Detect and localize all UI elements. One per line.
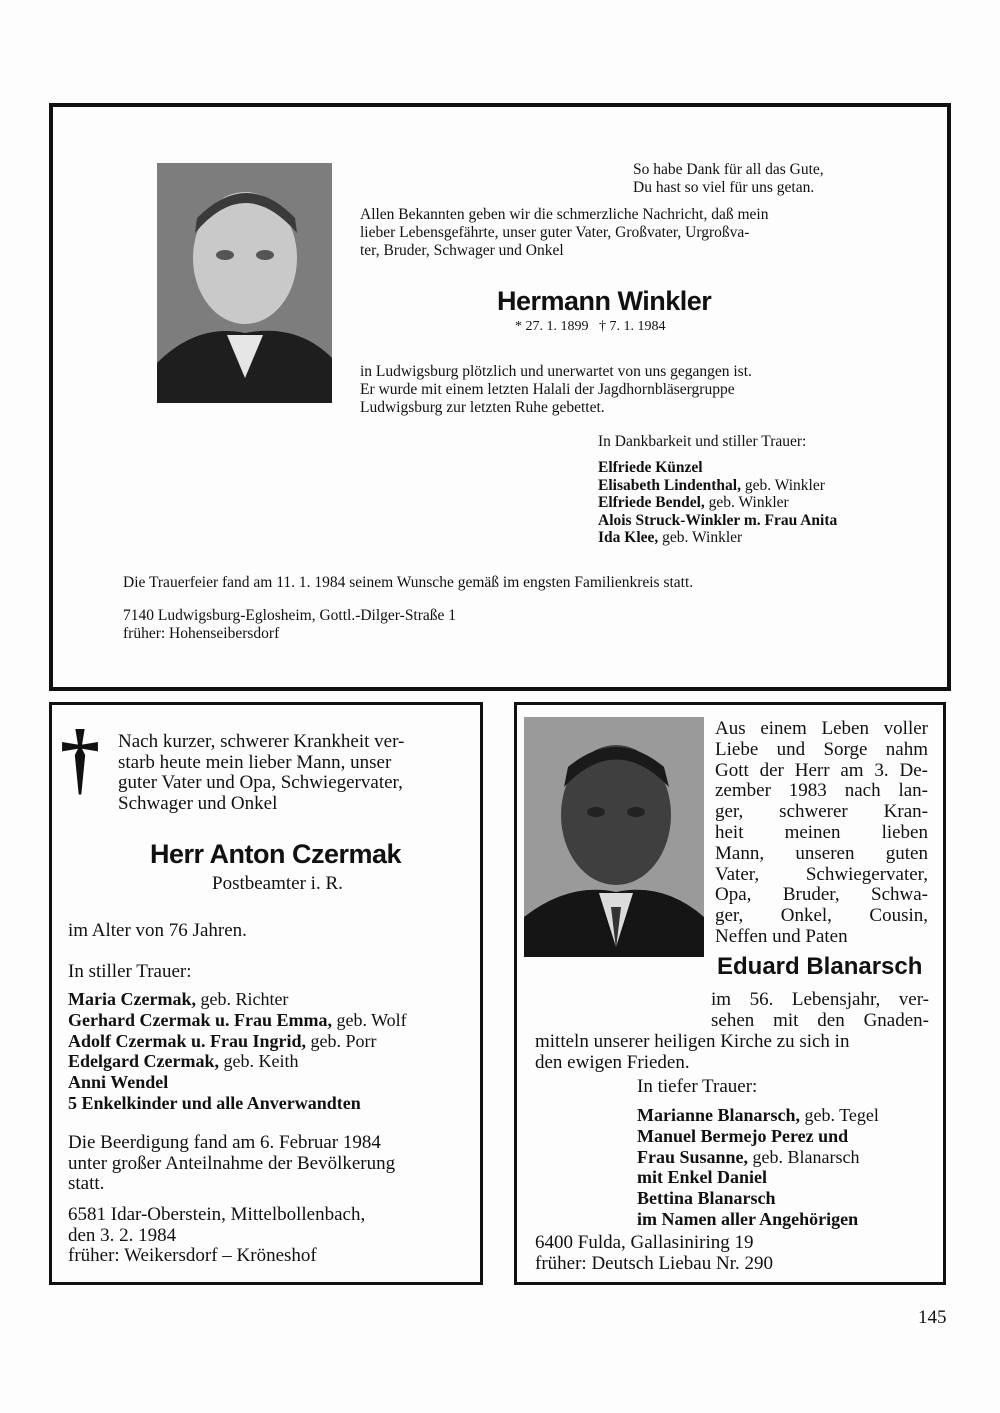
mourner-entry: Manuel Bermejo Perez und [637,1125,849,1146]
life-dates: * 27. 1. 1899 † 7. 1. 1984 [515,319,666,334]
mourning-intro: In tiefer Trauer: [637,1076,758,1097]
mourning-intro: In stiller Trauer: [68,961,192,982]
mourner-entry: 5 Enkelkinder und alle Anverwandten [68,1092,361,1113]
intro-line: ger, Onkel, Cousin, [715,905,928,927]
address-line: früher: Weikersdorf – Kröneshof [68,1245,317,1266]
mourner-entry: Adolf Czermak u. Frau Ingrid, geb. Porr [68,1030,377,1051]
mourner-entry: mit Enkel Daniel [637,1167,768,1188]
obituary-blanarsch [514,702,946,1285]
text-line: den ewigen Frieden. [535,1051,690,1073]
address-line: früher: Hohenseibersdorf [123,625,280,642]
text-line: im 56. Lebensjahr, ver- [711,989,929,1010]
funeral-line: Die Beerdigung fand am 6. Februar 1984 [68,1132,381,1153]
mourner-entry: Alois Struck-Winkler m. Frau Anita [598,511,838,529]
intro-line: Mann, unseren guten [715,842,928,864]
intro-line: ter, Bruder, Schwager und Onkel [360,242,564,259]
occupation: Postbeamter i. R. [212,873,343,894]
text-line: mitteln unserer heiligen Kirche zu sich in [535,1031,850,1052]
intro-line: Allen Bekannten geben wir die schmerzliche Nachricht, daß mein [360,206,769,223]
portrait-photo-winkler [157,163,332,403]
age-note: im Alter von 76 Jahren. [68,920,247,941]
mourner-entry: Elfriede Bendel, geb. Winkler [598,494,789,511]
intro-line: Vater, Schwiegervater, [715,863,928,885]
mourner-entry: Elfriede Künzel [598,459,703,476]
mourning-intro: In Dankbarkeit und stiller Trauer: [598,433,807,450]
obituary-czermak [49,702,483,1285]
text-line: in Ludwigsburg plötzlich und unerwartet von uns gegangen ist. [360,363,752,380]
text-line: sehen mit den Gnaden- [711,1009,929,1031]
intro-line: lieber Lebensgefährte, unser guter Vater, Großvater, Urgroßva- [360,224,750,241]
intro-line: Liebe und Sorge nahm [715,738,928,760]
deceased-name: Herr Anton Czermak [150,839,402,869]
mourner-entry: Ida Klee, geb. Winkler [598,529,743,546]
motto-line: Du hast so viel für uns getan. [633,179,815,196]
obituary-winkler [49,103,951,691]
funeral-line: unter großer Anteilnahme der Bevölkerung [68,1152,396,1174]
text-line: Er wurde mit einem letzten Halali der Jagdhornbläsergruppe [360,381,735,398]
address-line: 6400 Fulda, Gallasiniring 19 [535,1232,754,1253]
motto-line: So habe Dank für all das Gute, [633,161,824,178]
intro-line: starb heute mein lieber Mann, unser [118,751,392,773]
intro-line: heit meinen lieben [715,821,928,843]
cross-icon: † [60,715,100,803]
funeral-note: Die Trauerfeier fand am 11. 1. 1984 seinem Wunsche gemäß im engsten Familienkreis statt. [123,574,694,591]
portrait-silhouette-icon [524,717,704,957]
intro-line: ger, schwerer Kran- [715,801,928,823]
deceased-name: Eduard Blanarsch [717,953,923,980]
intro-line: Neffen und Paten [715,925,848,947]
mourners-list [637,1105,879,1230]
funeral-line: statt. [68,1173,105,1194]
address-line: 7140 Ludwigsburg-Eglosheim, Gottl.-Dilger-Straße 1 [123,607,457,624]
address-line: 6581 Idar-Oberstein, Mittelbollenbach, [68,1204,366,1225]
mourners-list [68,989,407,1114]
mourner-entry: Marianne Blanarsch, geb. Tegel [637,1105,879,1125]
intro-line: Opa, Bruder, Schwa- [715,884,928,906]
mourner-entry: im Namen aller Angehörigen [637,1208,859,1229]
portrait-silhouette-icon [157,163,332,403]
intro-line: Schwager und Onkel [118,792,278,814]
mourner-entry: Gerhard Czermak u. Frau Emma, geb. Wolf [68,1009,407,1030]
address-line: den 3. 2. 1984 [68,1224,177,1246]
intro-line: Nach kurzer, schwerer Krankheit ver- [118,731,405,752]
portrait-photo-blanarsch [524,717,704,957]
intro-line: zember 1983 nach lan- [715,780,928,802]
mourner-entry: Maria Czermak, geb. Richter [68,989,289,1009]
mourners-list [598,459,837,547]
intro-line: Aus einem Leben voller [715,718,928,739]
intro-line: guter Vater und Opa, Schwiegervater, [118,772,403,793]
intro-line: Gott der Herr am 3. De- [715,759,928,781]
mourner-entry: Anni Wendel [68,1072,169,1093]
page-number: 145 [918,1307,947,1328]
address-line: früher: Deutsch Liebau Nr. 290 [535,1252,773,1274]
mourner-entry: Frau Susanne, geb. Blanarsch [637,1146,860,1167]
mourner-entry: Edelgard Czermak, geb. Keith [68,1051,299,1072]
text-line: Ludwigsburg zur letzten Ruhe gebettet. [360,399,605,416]
mourner-entry: Bettina Blanarsch [637,1188,776,1209]
deceased-name: Hermann Winkler [497,286,712,316]
mourner-entry: Elisabeth Lindenthal, geb. Winkler [598,476,825,494]
